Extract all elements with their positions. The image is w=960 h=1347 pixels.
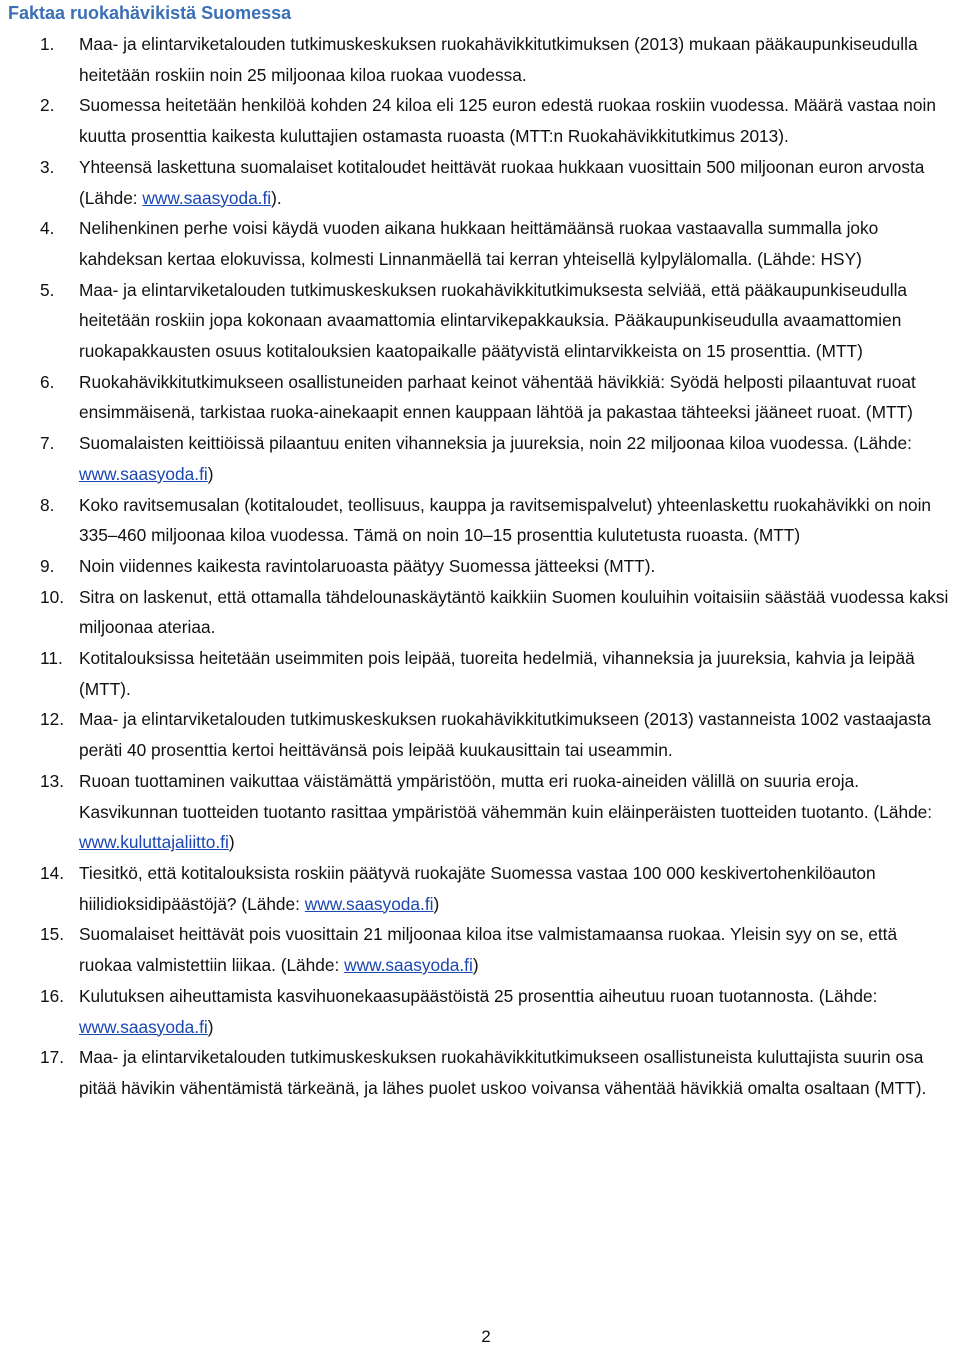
item-number: 1. [40,34,55,54]
item-number: 6. [40,371,55,392]
list-item [0,90,960,151]
item-text-after: ) [207,1016,214,1037]
item-text: Yhteensä laskettuna suomalaiset kotitaloudet heittävät ruokaa hukkaan vuosittain 500 miljoonan euron arvosta (Lähde: [79,156,925,208]
facts-list [0,29,960,1104]
list-item [0,367,960,428]
item-number: 16. [40,985,65,1006]
list-item [0,29,960,90]
list-item [0,582,960,643]
item-number: 8. [40,494,55,515]
item-text: Maa- ja elintarviketalouden tutkimuskeskuksen ruokahävikkitutkimuksesta selviää, että pääkaupunkiseudulla heitetään roskiin jopa kokonaan avaamattomia elintarvikepakkauksia. Pääkaupunkiseudulla avaamattomien ruokapakkausten osuus kotitalouksien kaatopaikalle päätyvistä elintarvikkeista on 15 prosenttia. (MTT) [79,279,908,362]
source-link[interactable]: www.saasyoda.fi [304,893,434,914]
item-number: 3. [40,156,55,177]
item-text: Maa- ja elintarviketalouden tutkimuskeskuksen ruokahävikkitutkimuksen (2013) mukaan pääkaupunkiseudulla heitetään roskiin noin 25 miljoonaa kiloa ruokaa vuodessa. [79,34,918,85]
item-number: 9. [40,555,55,576]
item-number: 4. [40,218,55,239]
item-text: Suomalaiset heittävät pois vuosittain 21 miljoonaa kiloa itse valmistamaansa ruokaa. Yleisin syy on se, että ruokaa valmistettiin liikaa. (Lähde: [79,924,898,976]
item-number: 11. [40,648,63,669]
item-number: 10. [40,586,65,607]
source-link[interactable]: www.saasyoda.fi [142,187,272,208]
source-link[interactable]: www.saasyoda.fi [79,1016,208,1037]
list-item [0,858,960,919]
list-item [0,551,960,582]
source-link[interactable]: www.kuluttajaliitto.fi [79,832,229,853]
list-item [0,428,960,489]
item-text: Maa- ja elintarviketalouden tutkimuskeskuksen ruokahävikkitutkimukseen osallistuneista kuluttajista suurin osa pitää hävikin vähentämistä tärkeänä, ja lähes puolet uskoo voivansa vähentää hävikkiä omalta osaltaan (MTT). [79,1047,927,1098]
list-item [0,490,960,551]
page-number: 2 [481,1327,491,1346]
item-text-after: ) [433,893,440,914]
item-text: Suomalaisten keittiöissä pilaantuu eniten vihanneksia ja juureksia, noin 22 miljoonaa kiloa vuodessa. (Lähde: [79,433,912,454]
item-number: 5. [40,279,55,300]
item-number: 14. [40,862,65,883]
list-item [0,981,960,1042]
source-link[interactable]: www.saasyoda.fi [79,463,208,484]
list-item [0,152,960,213]
item-text-after: ). [271,187,282,208]
item-text: Maa- ja elintarviketalouden tutkimuskeskuksen ruokahävikkitutkimukseen (2013) vastanneista 1002 vastaajasta peräti 40 prosenttia kertoi heittävänsä pois leipää kuukausittain tai useammin. [79,709,932,761]
item-text-after: ) [472,955,479,976]
item-text: Noin viidennes kaikesta ravintolaruoasta päätyy Suomessa jätteeksi (MTT). [79,555,656,576]
list-item [0,919,960,980]
item-text: Ruoan tuottaminen vaikuttaa väistämättä ympäristöön, mutta eri ruoka-aineiden välillä on suuria eroja. Kasvikunnan tuotteiden tuotanto rasittaa ympäristöä vähemmän kuin eläinperäisten tuotteiden tuotanto. (Lähde: [79,770,933,822]
item-text: Nelihenkinen perhe voisi käydä vuoden aikana hukkaan heittämäänsä ruokaa vastaavalla summalla joko kahdeksan kertaa elokuvissa, kolmesti Linnanmäellä tai kerran yhteisellä kylpylälomalla. (Lähde: HSY) [79,218,879,269]
item-number: 12. [40,709,65,730]
item-text: Kotitalouksissa heitetään useimmiten pois leipää, tuoreita hedelmiä, vihanneksia ja juureksia, kahvia ja leipää (MTT). [79,648,915,699]
list-item [0,643,960,704]
item-text: Ruokahävikkitutkimukseen osallistuneiden parhaat keinot vähentää hävikkiä: Syödä helposti pilaantuvat ruoat ensimmäisenä, tarkistaa ruoka-ainekaapit ennen kauppaan lähtöä ja pakastaa tähteeksi jääneet ruoat. (MTT) [79,371,916,423]
list-item [0,766,960,858]
item-text: Suomessa heitetään henkilöä kohden 24 kiloa eli 125 euron edestä ruokaa roskiin vuodessa. Määrä vastaa noin kuutta prosenttia kaikesta kuluttajien ostamasta ruoasta (MTT:n Ruokahävikkitutkimus 2013). [79,95,936,147]
item-text: Sitra on laskenut, että ottamalla tähdelounaskäytäntö kaikkiin Suomen kouluihin voitaisiin säästää vuodessa kaksi miljoonaa ateriaa. [79,586,949,638]
item-text-after: ) [207,463,214,484]
item-text-after: ) [228,832,235,853]
item-number: 15. [40,924,65,945]
item-text: Kulutuksen aiheuttamista kasvihuonekaasupäästöistä 25 prosenttia aiheutuu ruoan tuotannosta. (Lähde: [79,985,878,1006]
item-number: 17. [40,1047,65,1068]
list-item [0,275,960,367]
list-item [0,1042,960,1103]
item-text: Tiesitkö, että kotitalouksista roskiin päätyvä ruokajäte Suomessa vastaa 100 000 keskivertohenkilöauton hiilidioksidipäästöjä? (Lähde: [79,862,876,914]
item-number: 2. [40,95,55,116]
list-item [0,704,960,765]
item-number: 13. [40,770,65,791]
item-number: 7. [40,433,55,454]
list-item [0,213,960,274]
source-link[interactable]: www.saasyoda.fi [344,955,473,976]
document-title: Faktaa ruokahävikistä Suomessa [8,3,292,23]
item-text: Koko ravitsemusalan (kotitaloudet, teollisuus, kauppa ja ravitsemispalvelut) yhteenlaskettu ruokahävikki on noin 335–460 miljoonaa kiloa vuodessa. Tämä on noin 10–15 prosenttia kulutetusta ruoasta. (MTT) [79,494,932,546]
